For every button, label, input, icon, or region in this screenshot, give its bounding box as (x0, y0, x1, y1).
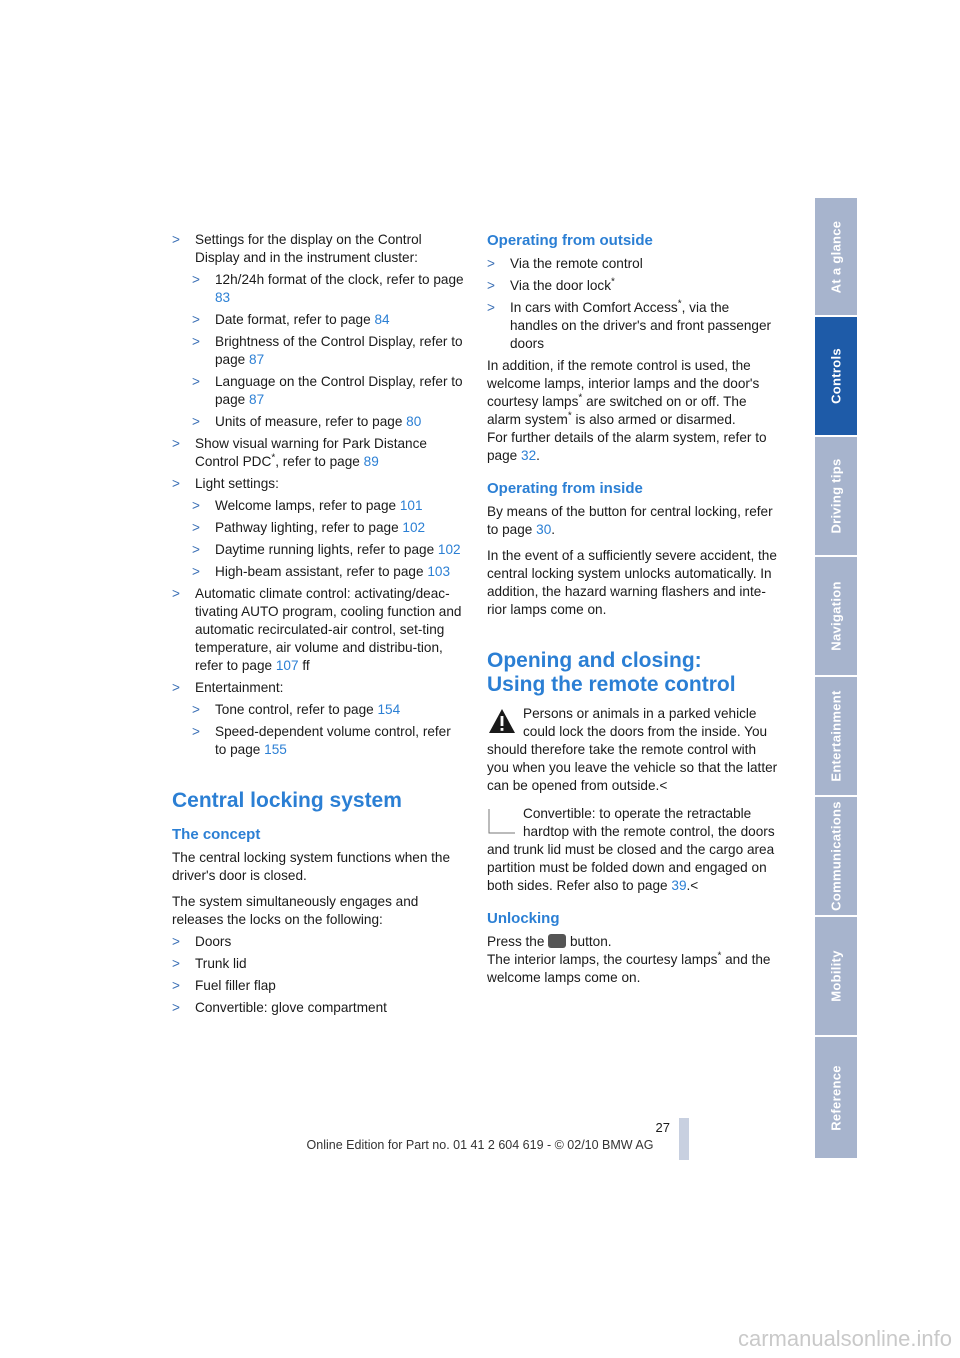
page-link[interactable]: 103 (427, 564, 451, 579)
tab-controls[interactable]: Controls (815, 317, 857, 437)
list-item: > Settings for the display on the Control Display and in the instrument cluster: (172, 232, 422, 265)
list-item: > Date format, refer to page 84 (192, 312, 390, 327)
subsection-heading: The concept (172, 826, 261, 843)
list-item: > Pathway lighting, refer to page 102 (192, 520, 426, 535)
page-link[interactable]: 30 (536, 522, 552, 537)
list-item: > In cars with Comfort Access*, via the handles on the driver's and front passenger doors (487, 298, 772, 351)
right-column (487, 231, 779, 991)
list-item: > Welcome lamps, refer to page 101 (192, 498, 423, 513)
paragraph: By means of the button for central locking, refer to page 30. (487, 504, 773, 537)
page-link[interactable]: 102 (437, 542, 461, 557)
page-link[interactable]: 83 (215, 290, 231, 305)
subsection-heading: Operating from inside (487, 480, 643, 497)
tab-entertainment[interactable]: Entertainment (815, 677, 857, 797)
list-item: > Trunk lid (172, 956, 247, 971)
list-item: > Brightness of the Control Display, refer to page 87 (192, 334, 463, 367)
paragraph: The system simultaneously engages and releases the locks on the following: (172, 894, 419, 927)
page-number: 27 (655, 1120, 670, 1135)
list-item: > Units of measure, refer to page 80 (192, 414, 422, 429)
remote-unlock-icon (548, 934, 566, 948)
list-item: > High-beam assistant, refer to page 103 (192, 564, 451, 579)
tab-communications[interactable]: Communications (815, 797, 857, 917)
page-link[interactable]: 101 (399, 498, 423, 513)
paragraph: The central locking system functions when the driver's door is closed. (172, 850, 451, 883)
page-link[interactable]: 80 (406, 414, 422, 429)
note-icon (487, 807, 517, 835)
page-link[interactable]: 107 (275, 658, 299, 673)
page-link[interactable]: 84 (374, 312, 390, 327)
page-link[interactable]: 154 (377, 702, 401, 717)
info-note: Convertible: to operate the retractable hardtop with the remote control, the doors and trunk lid must be closed and the cargo area partition must be folded down and engaged on both sides. Refer also to page 39.< (487, 806, 775, 893)
paragraph: In addition, if the remote control is used, the welcome lamps, interior lamps and the door's courtesy lamps* are switched on or off. The alarm system* is also armed or disarmed. For further details of the alarm system, refer to page 32. (487, 358, 767, 463)
list-item: > Language on the Control Display, refer to page 87 (192, 374, 463, 407)
tab-mobility[interactable]: Mobility (815, 917, 857, 1037)
warning-note: Persons or animals in a parked vehicle could lock the doors from the inside. You should therefore take the remote control with you when you leave the vehicle so that the latter can be opened from outside.< (487, 706, 778, 793)
page-link[interactable]: 39 (671, 878, 687, 893)
warning-icon (487, 707, 517, 735)
paragraph: Press the button. The interior lamps, the courtesy lamps* and the welcome lamps come on. (487, 934, 771, 985)
list-item: > Entertainment: (172, 680, 284, 695)
page-link[interactable]: 89 (363, 454, 379, 469)
page-link[interactable]: 32 (521, 448, 537, 463)
list-item: > Show visual warning for Park Distance Control PDC*, refer to page 89 (172, 436, 427, 469)
list-item: > Light settings: (172, 476, 279, 491)
page-link[interactable]: 155 (264, 742, 287, 757)
page-link[interactable]: 87 (249, 392, 265, 407)
subsection-heading: Unlocking (487, 910, 560, 927)
list-item: > Daytime running lights, refer to page 102 (192, 542, 461, 557)
section-heading: Central locking system (172, 789, 402, 812)
subsection-heading: Operating from outside (487, 232, 653, 249)
tab-navigation[interactable]: Navigation (815, 557, 857, 677)
list-item: > Via the door lock* (487, 276, 615, 293)
paragraph: In the event of a sufficiently severe accident, the central locking system unlocks automatically. In addition, the hazard warning flashers and inte-rior lamps come on. (487, 548, 777, 617)
footer: Online Edition for Part no. 01 41 2 604 619 - © 02/10 BMW AG (306, 1138, 654, 1152)
page-link[interactable]: 87 (249, 352, 265, 367)
list-item: > 12h/24h format of the clock, refer to page 83 (192, 272, 464, 305)
tab-driving-tips[interactable]: Driving tips (815, 437, 857, 557)
list-item: > Doors (172, 934, 232, 949)
list-item: > Via the remote control (487, 256, 643, 271)
tab-at-a-glance[interactable]: At a glance (815, 198, 857, 317)
watermark: carmanualsonline.info (737, 1326, 952, 1351)
section-heading: Opening and closing: Using the remote control (487, 649, 736, 696)
list-item: > Speed-dependent volume control, refer to page 155 (192, 724, 451, 757)
list-item: > Fuel filler flap (172, 978, 276, 993)
tab-reference[interactable]: Reference (815, 1037, 857, 1160)
list-item: > Convertible: glove compartment (172, 1000, 387, 1015)
left-column (172, 231, 464, 1021)
list-item: > Automatic climate control: activating/deac-tivating AUTO program, cooling function and automatic recirculated-air control, set-ting temperature, air volume and distribu-tion, refer to page 107 ff (172, 586, 462, 673)
page-link[interactable]: 102 (402, 520, 426, 535)
list-item: > Tone control, refer to page 154 (192, 702, 401, 717)
